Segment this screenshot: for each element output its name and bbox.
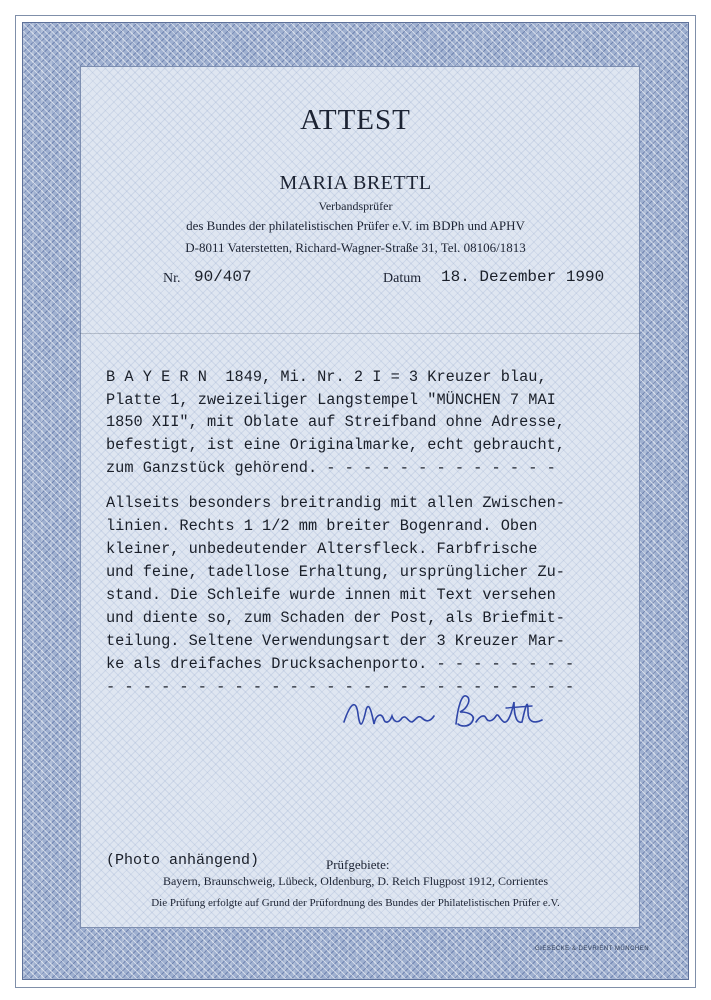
condition-line: ke als dreifaches Drucksachenporto. - - - - - - - - [106, 655, 575, 673]
footer-note: Die Prüfung erfolgte auf Grund der Prüfordnung des Bundes der Philatelistischen Prüfer e.V. [151, 897, 560, 909]
examiner-name: MARIA BRETTL [279, 172, 432, 194]
number-label: Nr. [163, 271, 181, 286]
photo-note: (Photo anhängend) [106, 852, 260, 869]
certificate-date: 18. Dezember 1990 [441, 268, 605, 286]
examiner-role: Verbandsprüfer [318, 199, 393, 213]
condition-line: teilung. Seltene Verwendungsart der 3 Kreuzer Mar- [106, 632, 565, 650]
condition-line: und feine, tadellose Erhaltung, ursprünglicher Zu- [106, 563, 565, 581]
description-line: B A Y E R N 1849, Mi. Nr. 2 I = 3 Kreuzer blau, [106, 368, 547, 386]
condition-line: linien. Rechts 1 1/2 mm breiter Bogenrand. Oben [106, 517, 538, 535]
certificate-number: 90/407 [194, 268, 252, 286]
description-line: 1850 XII", mit Oblate auf Streifband ohne Adresse, [106, 413, 565, 431]
condition-line: - - - - - - - - - - - - - - - - - - - - - - - - - - [106, 678, 575, 696]
signature [336, 684, 576, 744]
date-label: Datum [383, 271, 422, 286]
examiner-association: des Bundes der philatelistischen Prüfer e.V. im BDPh und APHV [186, 218, 525, 233]
description-line: zum Ganzstück gehörend. - - - - - - - - - - - - - [106, 459, 556, 477]
examination-areas: Bayern, Braunschweig, Lübeck, Oldenburg, D. Reich Flugpost 1912, Corrientes [162, 874, 549, 888]
condition-line: und diente so, zum Schaden der Post, als Briefmit- [106, 609, 565, 627]
certificate-title: ATTEST [300, 104, 411, 136]
description-line: befestigt, ist eine Originalmarke, echt gebraucht, [106, 436, 565, 454]
examiner-address: D-8011 Vaterstetten, Richard-Wagner-Straße 31, Tel. 08106/1813 [185, 240, 526, 255]
condition-line: kleiner, unbedeutender Altersfleck. Farbfrische [106, 540, 538, 558]
condition-line: Allseits besonders breitrandig mit allen Zwischen- [106, 494, 565, 512]
printer-mark: GIESECKE & DEVRIENT MÜNCHEN [535, 946, 650, 952]
condition-line: stand. Die Schleife wurde innen mit Text versehen [106, 586, 556, 604]
examination-areas-label: Prüfgebiete: [326, 857, 390, 872]
description-line: Platte 1, zweizeiliger Langstempel "MÜNCHEN 7 MAI [106, 391, 556, 409]
fold-line [80, 333, 640, 334]
